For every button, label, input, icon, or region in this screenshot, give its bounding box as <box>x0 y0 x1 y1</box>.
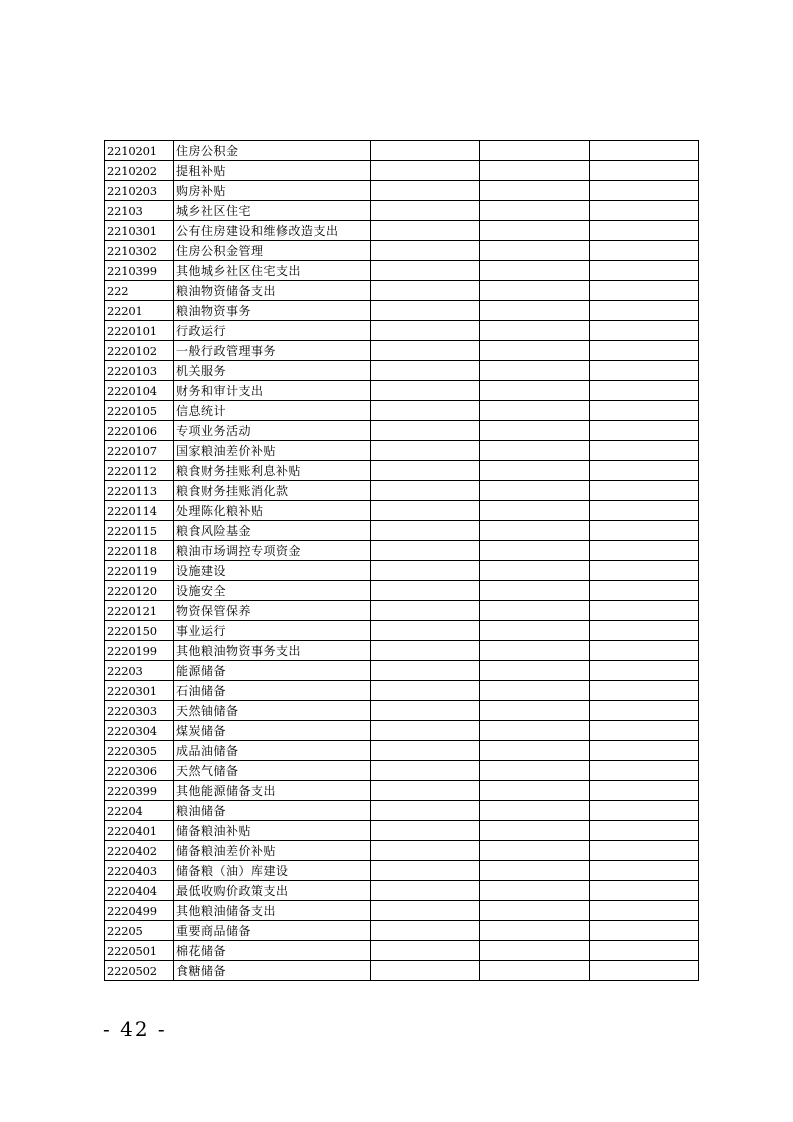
subject-name-cell: 其他粮油物资事务支出 <box>174 641 371 661</box>
empty-value-cell <box>590 861 699 881</box>
subject-name-cell: 信息统计 <box>174 401 371 421</box>
empty-value-cell <box>371 401 480 421</box>
empty-value-cell <box>480 261 590 281</box>
table-row <box>105 161 699 181</box>
empty-value-cell <box>371 461 480 481</box>
empty-value-cell <box>480 561 590 581</box>
empty-value-cell <box>590 741 699 761</box>
subject-name-cell: 专项业务活动 <box>174 421 371 441</box>
empty-value-cell <box>590 661 699 681</box>
empty-value-cell <box>480 861 590 881</box>
empty-value-cell <box>590 821 699 841</box>
empty-value-cell <box>590 321 699 341</box>
subject-name-cell: 提租补贴 <box>174 161 371 181</box>
budget-table <box>104 140 699 981</box>
empty-value-cell <box>590 801 699 821</box>
empty-value-cell <box>590 521 699 541</box>
table-row <box>105 441 699 461</box>
empty-value-cell <box>480 241 590 261</box>
subject-name-cell: 粮油市场调控专项资金 <box>174 541 371 561</box>
empty-value-cell <box>371 741 480 761</box>
table-row <box>105 501 699 521</box>
empty-value-cell <box>590 341 699 361</box>
empty-value-cell <box>371 641 480 661</box>
table-row <box>105 281 699 301</box>
empty-value-cell <box>590 201 699 221</box>
empty-value-cell <box>590 641 699 661</box>
empty-value-cell <box>371 861 480 881</box>
subject-code-cell: 2220399 <box>105 781 174 801</box>
subject-name-cell: 其他能源储备支出 <box>174 781 371 801</box>
empty-value-cell <box>480 881 590 901</box>
empty-value-cell <box>480 461 590 481</box>
subject-code-cell: 222 <box>105 281 174 301</box>
empty-value-cell <box>590 541 699 561</box>
subject-name-cell: 最低收购价政策支出 <box>174 881 371 901</box>
empty-value-cell <box>371 781 480 801</box>
empty-value-cell <box>590 241 699 261</box>
subject-name-cell: 储备粮油差价补贴 <box>174 841 371 861</box>
empty-value-cell <box>590 441 699 461</box>
empty-value-cell <box>371 801 480 821</box>
table-row <box>105 321 699 341</box>
subject-name-cell: 一般行政管理事务 <box>174 341 371 361</box>
empty-value-cell <box>371 201 480 221</box>
subject-code-cell: 2210201 <box>105 141 174 161</box>
subject-code-cell: 22205 <box>105 921 174 941</box>
subject-name-cell: 食糖储备 <box>174 961 371 981</box>
empty-value-cell <box>480 421 590 441</box>
subject-name-cell: 城乡社区住宅 <box>174 201 371 221</box>
empty-value-cell <box>371 941 480 961</box>
table-row <box>105 521 699 541</box>
empty-value-cell <box>480 401 590 421</box>
subject-name-cell: 购房补贴 <box>174 181 371 201</box>
empty-value-cell <box>371 181 480 201</box>
empty-value-cell <box>371 881 480 901</box>
subject-code-cell: 2220402 <box>105 841 174 861</box>
empty-value-cell <box>371 141 480 161</box>
empty-value-cell <box>480 601 590 621</box>
subject-code-cell: 2220101 <box>105 321 174 341</box>
empty-value-cell <box>371 841 480 861</box>
subject-name-cell: 其他粮油储备支出 <box>174 901 371 921</box>
subject-name-cell: 处理陈化粮补贴 <box>174 501 371 521</box>
table-row <box>105 361 699 381</box>
table-row <box>105 141 699 161</box>
table-row <box>105 241 699 261</box>
subject-code-cell: 2220401 <box>105 821 174 841</box>
subject-name-cell: 住房公积金 <box>174 141 371 161</box>
table-row <box>105 941 699 961</box>
subject-code-cell: 2220114 <box>105 501 174 521</box>
empty-value-cell <box>371 661 480 681</box>
empty-value-cell <box>590 761 699 781</box>
table-row <box>105 401 699 421</box>
empty-value-cell <box>590 161 699 181</box>
subject-code-cell: 2220499 <box>105 901 174 921</box>
empty-value-cell <box>371 341 480 361</box>
empty-value-cell <box>480 361 590 381</box>
table-row <box>105 381 699 401</box>
table-row <box>105 561 699 581</box>
table-row <box>105 221 699 241</box>
subject-name-cell: 其他城乡社区住宅支出 <box>174 261 371 281</box>
empty-value-cell <box>480 961 590 981</box>
empty-value-cell <box>480 701 590 721</box>
empty-value-cell <box>371 301 480 321</box>
empty-value-cell <box>590 421 699 441</box>
subject-name-cell: 住房公积金管理 <box>174 241 371 261</box>
empty-value-cell <box>371 261 480 281</box>
table-row <box>105 821 699 841</box>
empty-value-cell <box>590 401 699 421</box>
table-row <box>105 621 699 641</box>
empty-value-cell <box>480 521 590 541</box>
empty-value-cell <box>371 681 480 701</box>
empty-value-cell <box>371 601 480 621</box>
subject-code-cell: 2220502 <box>105 961 174 981</box>
subject-code-cell: 2220501 <box>105 941 174 961</box>
subject-name-cell: 物资保管保养 <box>174 601 371 621</box>
subject-code-cell: 2220404 <box>105 881 174 901</box>
subject-code-cell: 2220113 <box>105 481 174 501</box>
subject-name-cell: 储备粮油补贴 <box>174 821 371 841</box>
subject-code-cell: 2220303 <box>105 701 174 721</box>
subject-code-cell: 22103 <box>105 201 174 221</box>
empty-value-cell <box>480 681 590 701</box>
subject-name-cell: 天然气储备 <box>174 761 371 781</box>
empty-value-cell <box>371 821 480 841</box>
subject-code-cell: 2220301 <box>105 681 174 701</box>
subject-name-cell: 公有住房建设和维修改造支出 <box>174 221 371 241</box>
table-row <box>105 901 699 921</box>
subject-code-cell: 2220119 <box>105 561 174 581</box>
empty-value-cell <box>480 141 590 161</box>
table-row <box>105 801 699 821</box>
subject-code-cell: 2220103 <box>105 361 174 381</box>
empty-value-cell <box>480 641 590 661</box>
empty-value-cell <box>480 281 590 301</box>
empty-value-cell <box>371 281 480 301</box>
empty-value-cell <box>480 381 590 401</box>
empty-value-cell <box>590 361 699 381</box>
empty-value-cell <box>590 901 699 921</box>
empty-value-cell <box>590 581 699 601</box>
empty-value-cell <box>480 781 590 801</box>
empty-value-cell <box>480 661 590 681</box>
empty-value-cell <box>590 701 699 721</box>
table-row <box>105 181 699 201</box>
empty-value-cell <box>371 621 480 641</box>
empty-value-cell <box>590 261 699 281</box>
empty-value-cell <box>480 541 590 561</box>
subject-code-cell: 2210302 <box>105 241 174 261</box>
empty-value-cell <box>480 801 590 821</box>
empty-value-cell <box>371 321 480 341</box>
empty-value-cell <box>480 201 590 221</box>
empty-value-cell <box>371 901 480 921</box>
empty-value-cell <box>590 141 699 161</box>
empty-value-cell <box>371 221 480 241</box>
subject-name-cell: 棉花储备 <box>174 941 371 961</box>
empty-value-cell <box>590 501 699 521</box>
empty-value-cell <box>480 761 590 781</box>
empty-value-cell <box>590 881 699 901</box>
empty-value-cell <box>480 481 590 501</box>
subject-name-cell: 重要商品储备 <box>174 921 371 941</box>
subject-name-cell: 财务和审计支出 <box>174 381 371 401</box>
subject-code-cell: 2210399 <box>105 261 174 281</box>
table-row <box>105 781 699 801</box>
empty-value-cell <box>371 481 480 501</box>
table-row <box>105 641 699 661</box>
empty-value-cell <box>590 301 699 321</box>
table-row <box>105 721 699 741</box>
empty-value-cell <box>480 221 590 241</box>
subject-name-cell: 粮油物资事务 <box>174 301 371 321</box>
empty-value-cell <box>480 621 590 641</box>
subject-name-cell: 机关服务 <box>174 361 371 381</box>
subject-code-cell: 22203 <box>105 661 174 681</box>
subject-code-cell: 2220121 <box>105 601 174 621</box>
table-row <box>105 881 699 901</box>
table-row <box>105 201 699 221</box>
table-row <box>105 261 699 281</box>
empty-value-cell <box>480 941 590 961</box>
subject-name-cell: 煤炭储备 <box>174 721 371 741</box>
empty-value-cell <box>480 441 590 461</box>
table-row <box>105 481 699 501</box>
subject-name-cell: 成品油储备 <box>174 741 371 761</box>
empty-value-cell <box>480 321 590 341</box>
subject-code-cell: 2220118 <box>105 541 174 561</box>
subject-name-cell: 行政运行 <box>174 321 371 341</box>
subject-code-cell: 2220199 <box>105 641 174 661</box>
empty-value-cell <box>371 441 480 461</box>
empty-value-cell <box>480 161 590 181</box>
subject-name-cell: 粮食财务挂账利息补贴 <box>174 461 371 481</box>
subject-name-cell: 粮食风险基金 <box>174 521 371 541</box>
subject-code-cell: 2210301 <box>105 221 174 241</box>
subject-code-cell: 2220150 <box>105 621 174 641</box>
empty-value-cell <box>480 501 590 521</box>
empty-value-cell <box>590 461 699 481</box>
subject-code-cell: 2220306 <box>105 761 174 781</box>
empty-value-cell <box>590 281 699 301</box>
empty-value-cell <box>590 921 699 941</box>
empty-value-cell <box>590 221 699 241</box>
empty-value-cell <box>371 541 480 561</box>
table-row <box>105 861 699 881</box>
subject-code-cell: 2220115 <box>105 521 174 541</box>
subject-code-cell: 2220102 <box>105 341 174 361</box>
empty-value-cell <box>371 561 480 581</box>
empty-value-cell <box>480 181 590 201</box>
subject-code-cell: 2220403 <box>105 861 174 881</box>
empty-value-cell <box>371 421 480 441</box>
subject-code-cell: 2210202 <box>105 161 174 181</box>
subject-code-cell: 22204 <box>105 801 174 821</box>
empty-value-cell <box>590 781 699 801</box>
empty-value-cell <box>371 241 480 261</box>
table-row <box>105 681 699 701</box>
subject-name-cell: 石油储备 <box>174 681 371 701</box>
subject-name-cell: 能源储备 <box>174 661 371 681</box>
subject-name-cell: 国家粮油差价补贴 <box>174 441 371 461</box>
table-row <box>105 761 699 781</box>
empty-value-cell <box>371 521 480 541</box>
empty-value-cell <box>480 741 590 761</box>
table-row <box>105 701 699 721</box>
empty-value-cell <box>590 841 699 861</box>
subject-name-cell: 设施建设 <box>174 561 371 581</box>
empty-value-cell <box>371 581 480 601</box>
subject-name-cell: 设施安全 <box>174 581 371 601</box>
table-row <box>105 741 699 761</box>
empty-value-cell <box>480 341 590 361</box>
empty-value-cell <box>590 481 699 501</box>
table-body <box>105 141 699 981</box>
empty-value-cell <box>480 821 590 841</box>
empty-value-cell <box>371 161 480 181</box>
table-row <box>105 661 699 681</box>
subject-name-cell: 储备粮（油）库建设 <box>174 861 371 881</box>
table-row <box>105 421 699 441</box>
subject-code-cell: 2220120 <box>105 581 174 601</box>
subject-code-cell: 2220106 <box>105 421 174 441</box>
empty-value-cell <box>480 921 590 941</box>
empty-value-cell <box>371 761 480 781</box>
subject-code-cell: 2220107 <box>105 441 174 461</box>
subject-name-cell: 粮油物资储备支出 <box>174 281 371 301</box>
empty-value-cell <box>480 901 590 921</box>
table-row <box>105 961 699 981</box>
subject-name-cell: 粮食财务挂账消化款 <box>174 481 371 501</box>
empty-value-cell <box>480 841 590 861</box>
table-row <box>105 921 699 941</box>
empty-value-cell <box>371 361 480 381</box>
empty-value-cell <box>590 681 699 701</box>
empty-value-cell <box>480 581 590 601</box>
subject-code-cell: 22201 <box>105 301 174 321</box>
empty-value-cell <box>590 381 699 401</box>
table-row <box>105 461 699 481</box>
table-row <box>105 541 699 561</box>
empty-value-cell <box>590 621 699 641</box>
page-number: - 42 - <box>103 1017 167 1041</box>
table-row <box>105 601 699 621</box>
subject-name-cell: 天然铀储备 <box>174 701 371 721</box>
table-row <box>105 581 699 601</box>
empty-value-cell <box>590 941 699 961</box>
subject-code-cell: 2220112 <box>105 461 174 481</box>
empty-value-cell <box>480 721 590 741</box>
subject-code-cell: 2220305 <box>105 741 174 761</box>
empty-value-cell <box>371 721 480 741</box>
empty-value-cell <box>371 381 480 401</box>
table-row <box>105 301 699 321</box>
table-row <box>105 341 699 361</box>
subject-code-cell: 2220104 <box>105 381 174 401</box>
empty-value-cell <box>371 921 480 941</box>
empty-value-cell <box>590 181 699 201</box>
empty-value-cell <box>371 961 480 981</box>
empty-value-cell <box>480 301 590 321</box>
subject-code-cell: 2220304 <box>105 721 174 741</box>
empty-value-cell <box>590 721 699 741</box>
subject-name-cell: 粮油储备 <box>174 801 371 821</box>
empty-value-cell <box>371 701 480 721</box>
empty-value-cell <box>371 501 480 521</box>
subject-code-cell: 2210203 <box>105 181 174 201</box>
table-row <box>105 841 699 861</box>
empty-value-cell <box>590 561 699 581</box>
subject-name-cell: 事业运行 <box>174 621 371 641</box>
empty-value-cell <box>590 961 699 981</box>
subject-code-cell: 2220105 <box>105 401 174 421</box>
empty-value-cell <box>590 601 699 621</box>
